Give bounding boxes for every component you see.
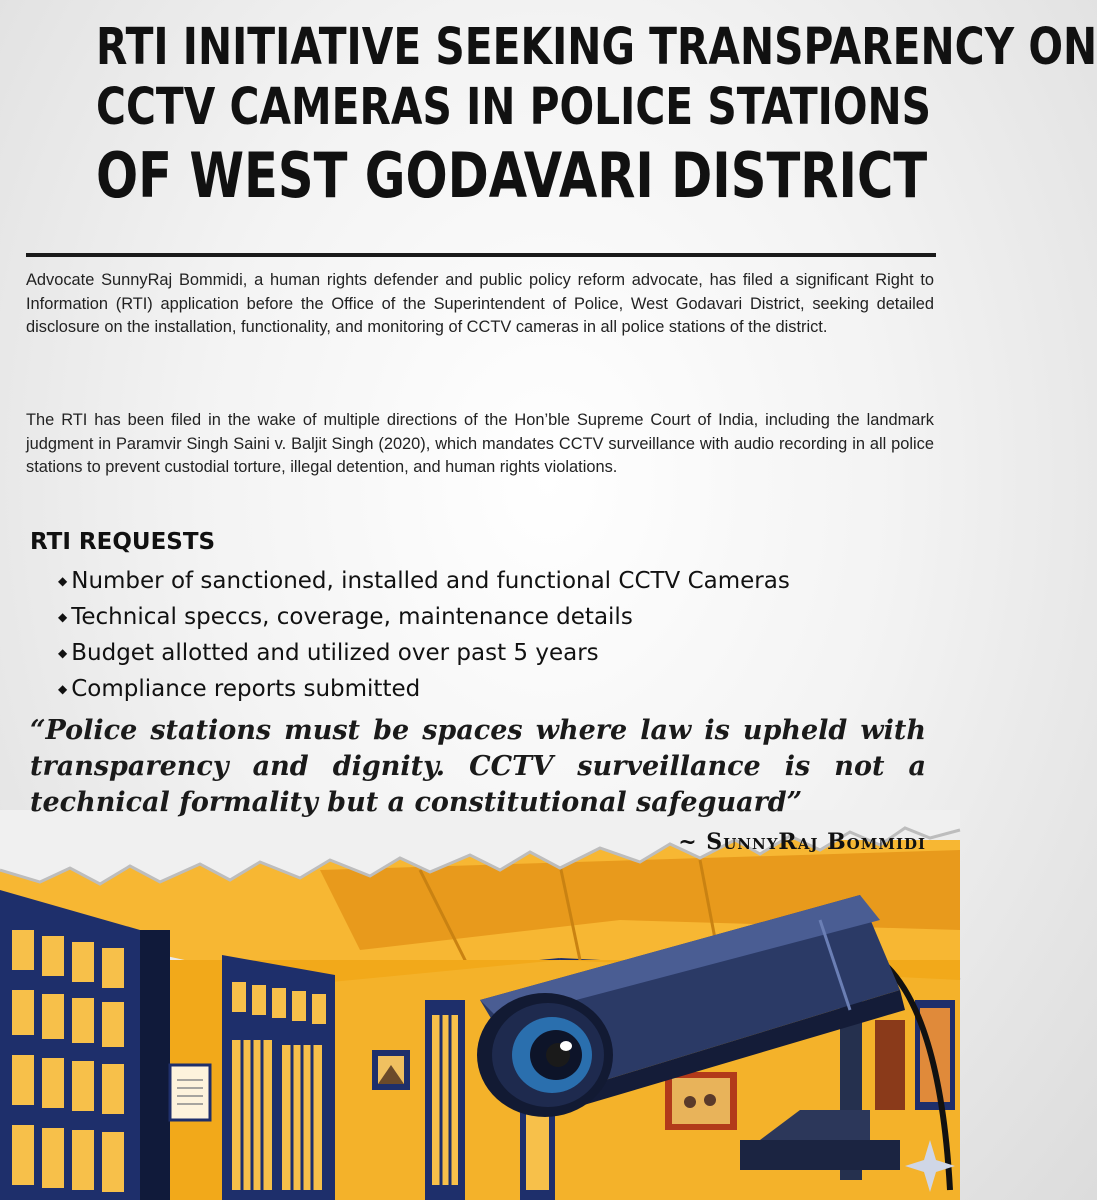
context-paragraph: The RTI has been filed in the wake of multiple directions of the Hon’ble Supreme Court of India, including the landmark judgment in Paramvir Singh Saini v. Baljit Singh (2020), which mandates CCTV surveillance with audio recording in all police stations to prevent custodial torture, illegal detention, and human rights violations. — [26, 411, 934, 476]
headline — [0, 18, 1097, 212]
requests-list — [58, 563, 790, 707]
requests-heading: RTI REQUESTS — [30, 529, 216, 555]
headline-line-3: OF WEST GODAVARI DISTRICT — [96, 139, 928, 212]
diamond-bullet-icon: ◆ — [58, 682, 68, 696]
request-item-text: Number of sanctioned, installed and functional CCTV Cameras — [71, 568, 790, 594]
diamond-bullet-icon: ◆ — [58, 646, 68, 660]
request-item — [58, 671, 790, 707]
cctv-illustration — [0, 810, 960, 1200]
quote-author: ~ SunnyRaj Bommidi — [678, 829, 926, 855]
request-item-text: Compliance reports submitted — [71, 676, 421, 702]
certificate-frame — [170, 1065, 210, 1120]
diamond-bullet-icon: ◆ — [58, 574, 68, 588]
request-item — [58, 563, 790, 599]
headline-line-1: RTI INITIATIVE SEEKING TRANSPARENCY ON — [96, 18, 1097, 77]
request-item-text: Technical speccs, coverage, maintenance details — [71, 604, 633, 630]
diamond-bullet-icon: ◆ — [58, 610, 68, 624]
headline-line-2: CCTV CAMERAS IN POLICE STATIONS — [96, 78, 932, 137]
request-item — [58, 635, 790, 671]
intro-paragraph: Advocate SunnyRaj Bommidi, a human rights defender and public policy reform advocate, has filed a significant Right to Information (RTI) application before the Office of the Superintendent of Police, West Godavari District, seeking detailed disclosure on the installation, functionality, and monitoring of CCTV cameras in all police stations of the district. — [26, 271, 934, 336]
request-item — [58, 599, 790, 635]
request-item-text: Budget allotted and utilized over past 5 years — [71, 640, 599, 666]
quote-text: “Police stations must be spaces where law is upheld with transparency and dignity. CCTV surveillance is not a technical formality but a constitutional safeguard” — [30, 715, 926, 818]
headline-divider — [26, 253, 936, 257]
